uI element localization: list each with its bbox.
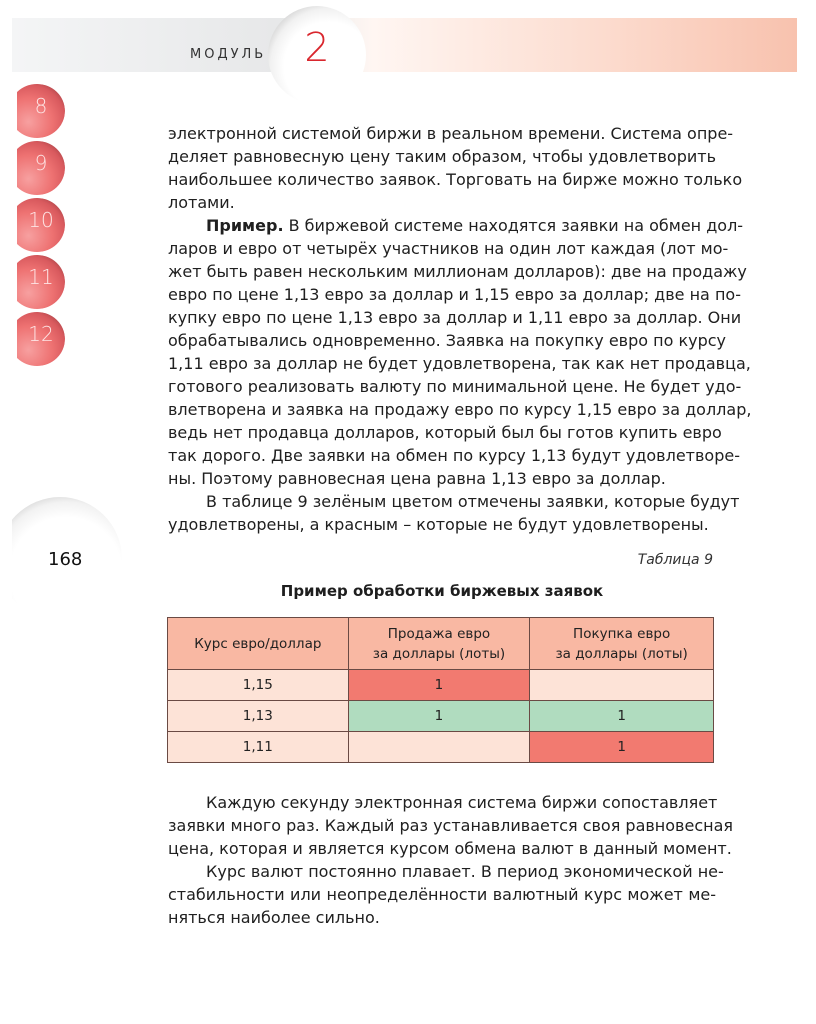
text-line: заявки много раз. Каждый раз устанавливается своя равновесная [168,816,734,835]
text-line: цена, которая и является курсом обмена валют в данный момент. [168,839,732,858]
text-line: электронной системой биржи в реальном времени. Система опре- [168,124,734,143]
paragraph-volatility [168,860,724,929]
text-line: 1,11 евро за доллар не будет удовлетворена, так как нет продавца, [168,354,751,373]
cell-sell [348,732,530,763]
text-line: Каждую секунду электронная система биржи сопоставляет [206,793,718,812]
text-line: так дорого. Две заявки на обмен по курсу 1,13 будут удовлетворе- [168,446,740,465]
table-title: Пример обработки биржевых заявок [280,582,604,600]
cell-sell-satisfied: 1 [348,701,530,732]
text-line: ведь нет продавца долларов, который был бы готов купить евро [168,423,722,442]
chapter-tab-label: 10 [28,208,54,232]
chapter-tab-8[interactable] [17,84,65,138]
text-line: жет быть равен нескольким миллионам долларов): две на продажу [168,262,747,281]
chapter-tab-9[interactable] [17,141,65,195]
text-line: наибольшее количество заявок. Торговать на бирже можно только [168,170,743,189]
table-row [168,732,714,763]
text-line: удовлетворены, а красным – которые не будут удовлетворены. [168,515,709,534]
table-row [168,670,714,701]
text-line: В таблице 9 зелёным цветом отмечены заявки, которые будут [206,492,740,511]
paragraph-matching [168,791,734,860]
chapter-tab-label: 8 [34,94,48,118]
text-line: лотами. [168,193,235,212]
text-line: евро по цене 1,13 евро за доллар и 1,15 евро за доллар; две на по- [168,285,741,304]
page-number: 168 [48,549,83,570]
module-number: 2 [304,25,330,71]
cell-rate: 1,13 [168,701,349,732]
table-caption: Таблица 9 [637,552,713,568]
chapter-tab-12[interactable] [17,312,65,366]
paragraph-intro [168,122,743,214]
module-number-badge [268,6,366,104]
table-header-row [168,618,714,670]
header-buy: Покупка евро за доллары (лоты) [530,618,714,670]
text-line: готового реализовать валюту по минимальной цене. Не будет удо- [168,377,742,396]
chapter-tab-11[interactable] [17,255,65,309]
text-line: Пример. В биржевой системе находятся заявки на обмен дол- [206,216,744,235]
text-line: стабильности или неопределённости валютный курс может ме- [168,885,716,904]
paragraph-example [168,214,752,490]
cell-buy-satisfied: 1 [530,701,714,732]
table-row [168,701,714,732]
text-line: Курс валют постоянно плавает. В период экономической не- [206,862,724,881]
page-number-badge [12,497,122,619]
cell-buy-unsatisfied: 1 [530,732,714,763]
example-lead: Пример. [206,216,284,235]
paragraph-table-note [168,490,740,536]
cell-rate: 1,11 [168,732,349,763]
text-line: няться наиболее сильно. [168,908,380,927]
module-header-band [12,18,797,72]
text-line: обрабатывались одновременно. Заявка на покупку евро по курсу [168,331,727,350]
cell-buy [530,670,714,701]
orders-table [167,617,714,763]
cell-sell-unsatisfied: 1 [348,670,530,701]
chapter-tab-label: 11 [28,265,54,289]
chapter-tab-label: 9 [34,151,48,175]
text-line: ларов и евро от четырёх участников на один лот каждая (лот мо- [168,239,729,258]
header-sell: Продажа евро за доллары (лоты) [348,618,530,670]
cell-rate: 1,15 [168,670,349,701]
chapter-tab-10[interactable] [17,198,65,252]
chapter-tab-label: 12 [28,322,54,346]
text-line: влетворена и заявка на продажу евро по курсу 1,15 евро за доллар, [168,400,752,419]
text-line: деляет равновесную цену таким образом, чтобы удовлетворить [168,147,716,166]
header-rate: Курс евро/доллар [168,618,349,670]
module-label: МОДУЛЬ [190,47,267,62]
text-line: ны. Поэтому равновесная цена равна 1,13 евро за доллар. [168,469,666,488]
text-line: купку евро по цене 1,13 евро за доллар и 1,11 евро за доллар. Они [168,308,742,327]
